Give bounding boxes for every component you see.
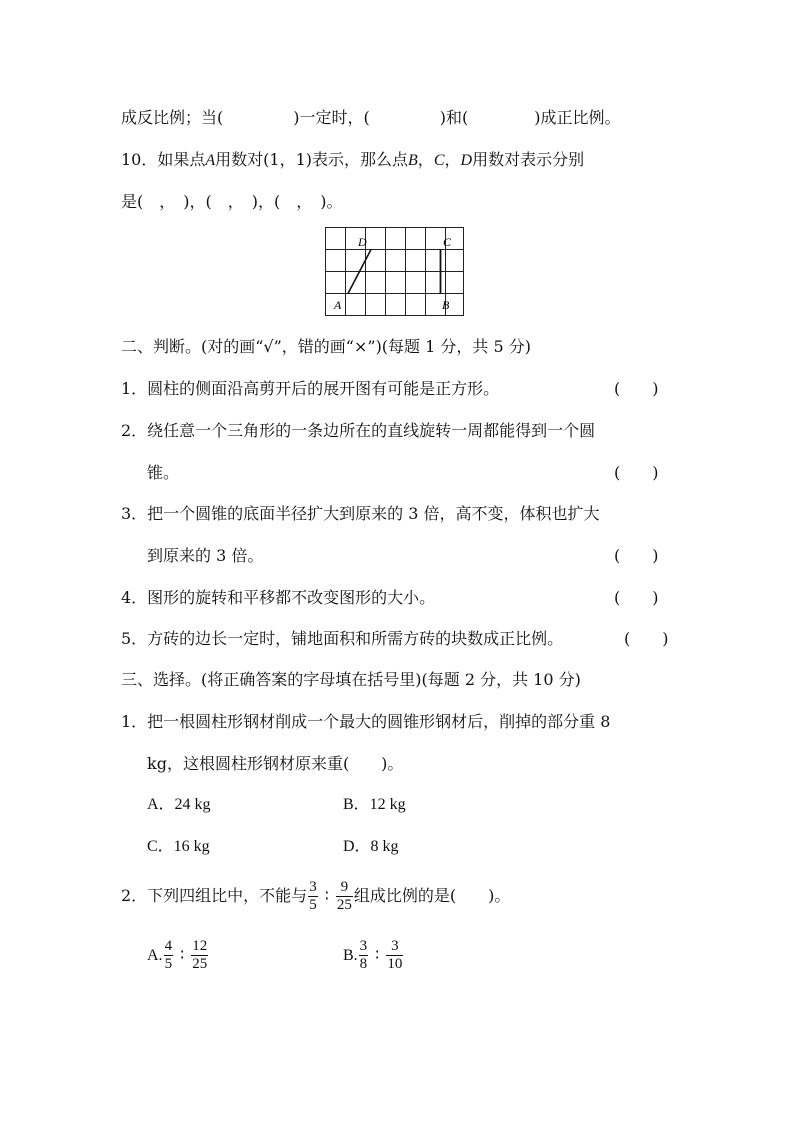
coordinate-grid-figure (325, 227, 467, 319)
choice-q2-pre: 2．下列四组比中，不能与 (121, 886, 308, 905)
judge-item-1-answer[interactable]: ( ) (614, 379, 659, 398)
label-c: C (443, 235, 452, 249)
q10-mid: 用数对(1，1)表示，那么点 (215, 150, 409, 169)
choice-q2-stem (121, 876, 510, 916)
judge-item-5: 5．方砖的边长一定时，铺地面积和所需方砖的块数成正比例。 (121, 629, 564, 648)
ratio-colon: ∶ (324, 886, 329, 905)
judge-item-3: 3．把一个圆锥的底面半径扩大到原来的 3 倍，高不变，体积也扩大 (121, 504, 600, 523)
judge-item-3-cont: 到原来的 3 倍。 (147, 546, 264, 565)
line1-text-d: )成正比例。 (534, 108, 621, 127)
line1-text-c: )和( (439, 108, 469, 127)
fraction-3-5: $\frac{3}{5}$ (309, 878, 317, 913)
fraction-12-25: $\frac{12}{25}$ (192, 938, 208, 972)
q10-pre: 10．如果点 (121, 150, 206, 169)
line1-text-a: 成反比例；当( (121, 108, 224, 127)
judge-item-2-answer[interactable]: ( ) (614, 463, 659, 482)
q10-line-b: 是( ， )，( ， )，( ， )。 (121, 192, 343, 211)
choice-q2-option-b[interactable] (343, 938, 404, 973)
q10-line-a (121, 150, 584, 171)
choice-q1-line2: kg，这根圆柱形钢材原来重( )。 (147, 754, 404, 773)
q10-post: 用数对表示分别 (472, 150, 585, 169)
label-a: A (334, 298, 342, 312)
choice-q1-line1: 1．把一根圆柱形钢材削成一个最大的圆锥形钢材后，削掉的部分重 8 (121, 712, 611, 731)
q10-point-b: B (408, 152, 418, 169)
option-b-label: B. (343, 946, 358, 964)
judge-item-1: 1．圆柱的侧面沿高剪开后的展开图有可能是正方形。 (121, 379, 500, 398)
judge-item-2: 2．绕任意一个三角形的一条边所在的直线旋转一周都能得到一个圆 (121, 421, 596, 440)
judge-item-4-answer[interactable]: ( ) (614, 588, 659, 607)
fraction-4-5: $\frac{4}{5}$ (164, 938, 173, 972)
fraction-3-10: $\frac{3}{10}$ (387, 938, 403, 972)
ratio-colon: ∶ (375, 946, 380, 964)
q10-point-d: D (460, 152, 473, 169)
judge-item-4: 4．图形的旋转和平移都不改变图形的大小。 (121, 588, 436, 607)
q10-comma1: ， (417, 150, 434, 169)
q10-comma2: ， (444, 150, 461, 169)
ratio-colon: ∶ (180, 946, 185, 964)
choice-q1-option-a[interactable]: A．24 kg (147, 796, 211, 813)
choice-q1-option-d[interactable]: D．8 kg (343, 838, 399, 855)
label-b: B (442, 298, 450, 312)
line1-text-b: )一定时，( (293, 108, 370, 127)
section2-heading: 二、判断。(对的画“√”，错的画“×”)(每题 1 分，共 5 分) (121, 337, 531, 356)
choice-q2-option-a[interactable] (147, 938, 209, 973)
judge-item-2-cont: 锥。 (147, 463, 180, 482)
fraction-3-8: $\frac{3}{8}$ (359, 938, 368, 972)
fraction-9-25: $\frac{9}{25}$ (336, 878, 352, 913)
label-d: D (358, 235, 367, 249)
q10-point-a: A (205, 152, 216, 169)
option-a-label: A. (147, 946, 163, 964)
choice-q1-option-b[interactable]: B．12 kg (343, 796, 406, 813)
q10-point-c: C (433, 152, 445, 169)
judge-item-3-answer[interactable]: ( ) (614, 546, 659, 565)
judge-item-5-answer[interactable]: ( ) (624, 629, 669, 648)
section3-heading: 三、选择。(将正确答案的字母填在括号里)(每题 2 分，共 10 分) (121, 670, 581, 689)
choice-q1-option-c[interactable]: C．16 kg (147, 838, 210, 855)
choice-q2-post: 组成比例的是( )。 (353, 886, 511, 905)
line-proportion-fill (121, 108, 621, 128)
